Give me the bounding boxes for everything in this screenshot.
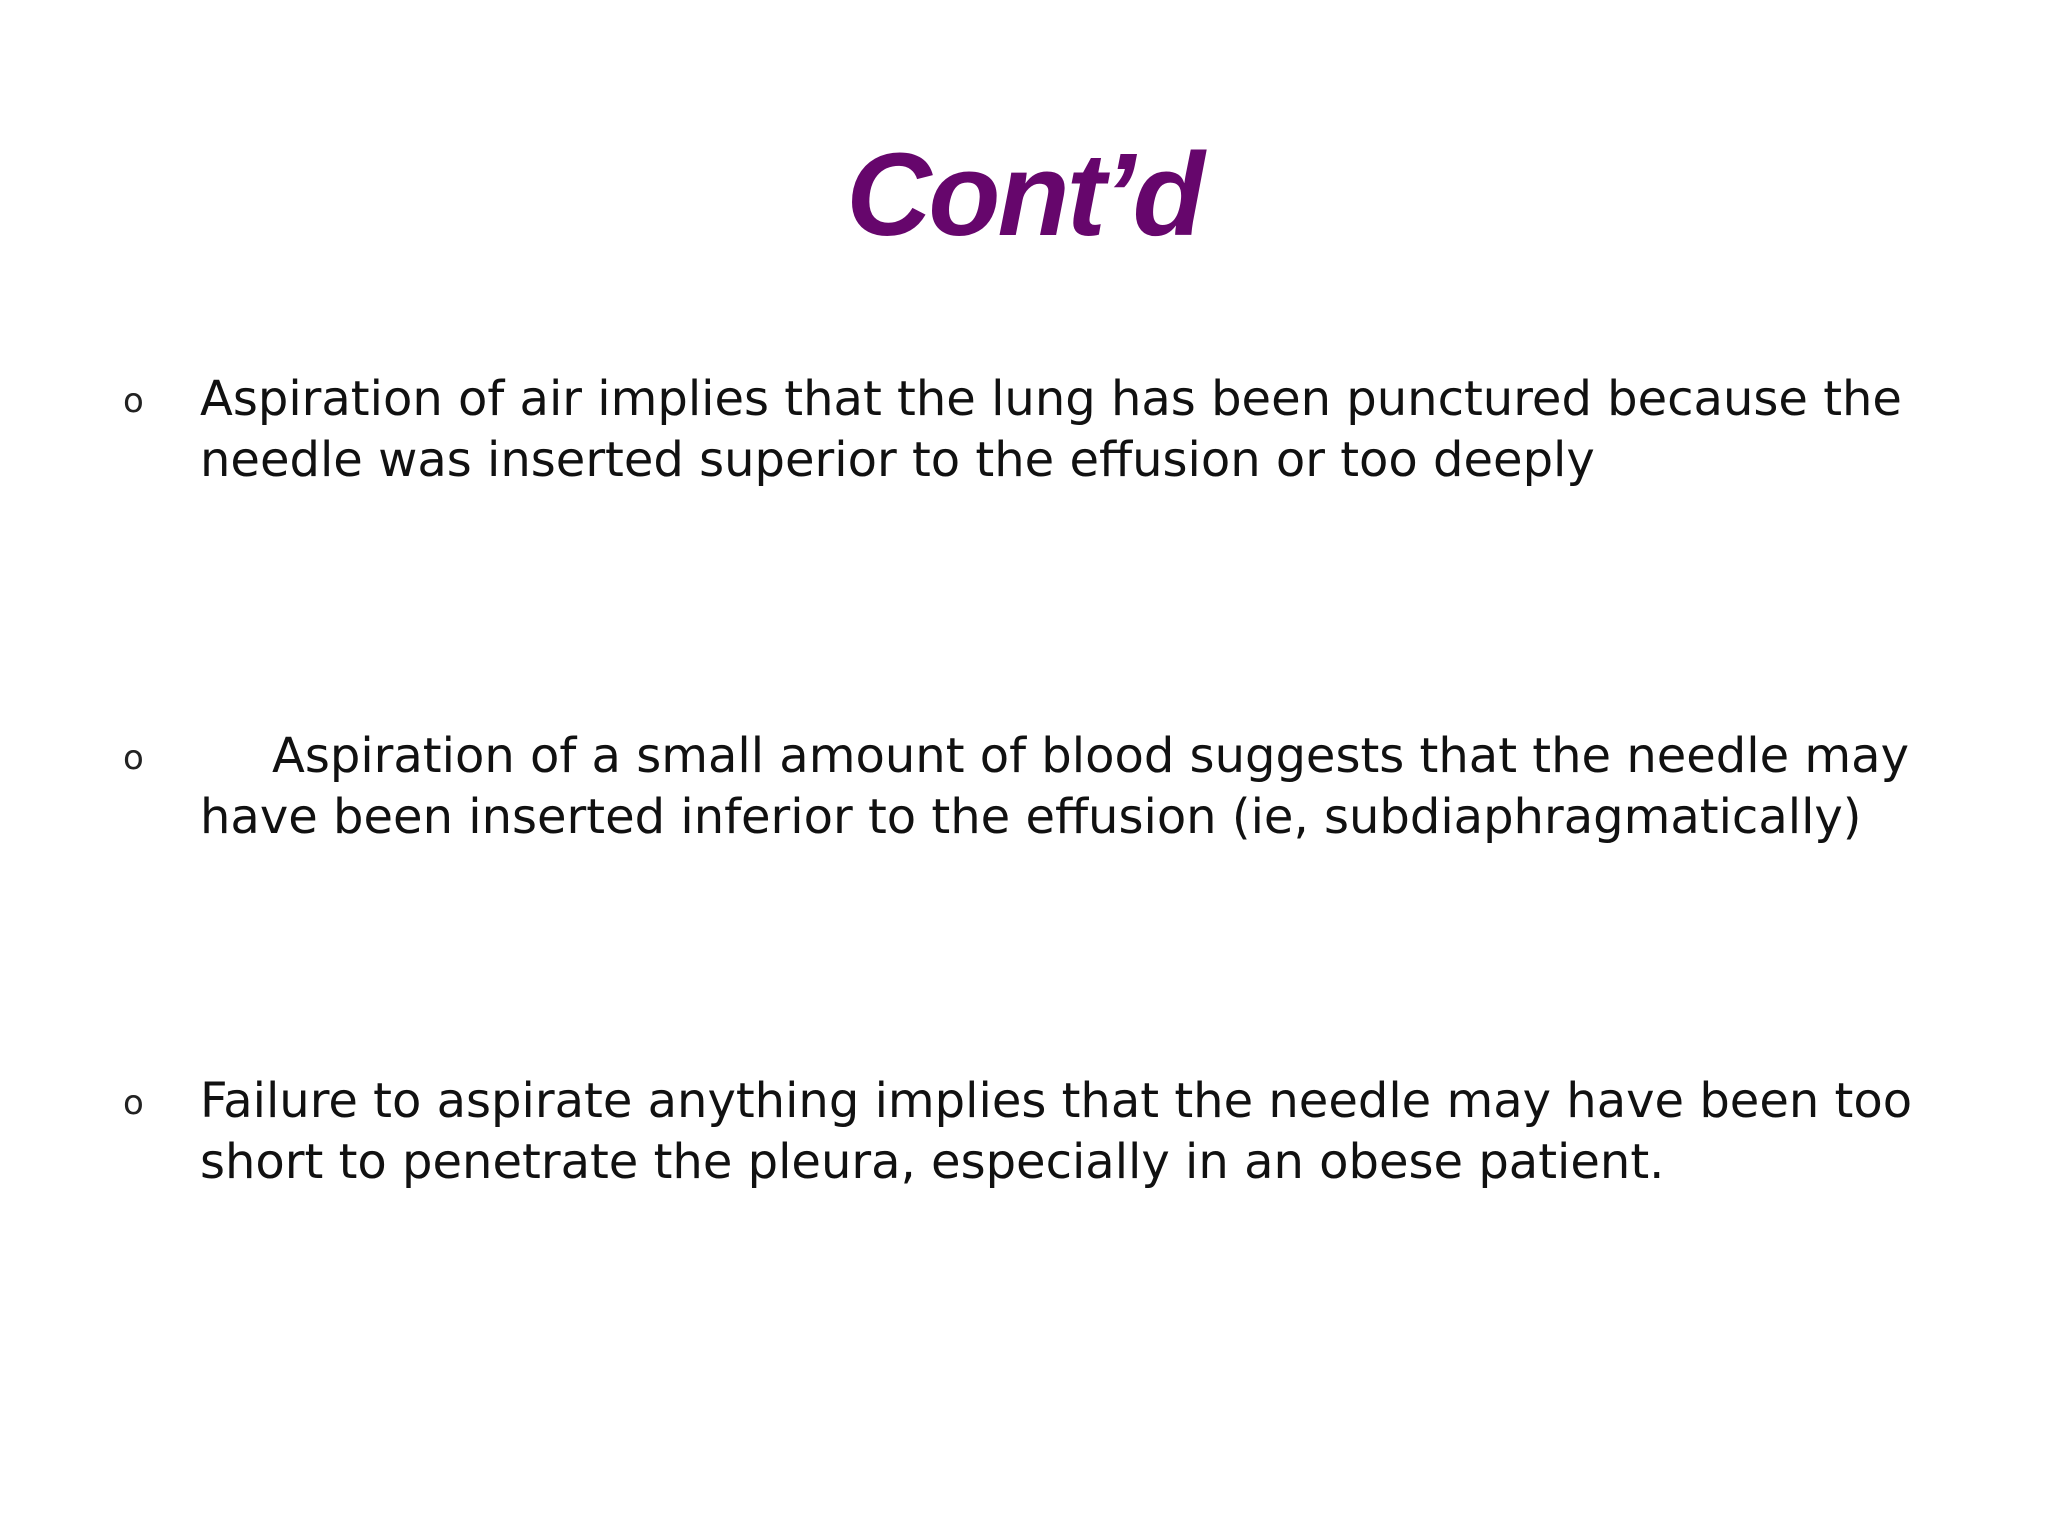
bullet-marker-icon: o (123, 738, 144, 778)
bullet-marker-icon: o (123, 1083, 144, 1123)
slide-title: Cont’d (846, 129, 1202, 261)
bullet-text: Aspiration of a small amount of blood suggests that the needle may have been inserted inferior to the effusion (ie, subdiaphragmatically) (200, 728, 1909, 845)
bullet-text: Failure to aspirate anything implies that the needle may have been too short to penetrate the pleura, especially in an obese patient. (200, 1073, 1913, 1190)
bullet-marker-icon: o (123, 381, 144, 421)
bullet-text: Aspiration of air implies that the lung has been punctured because the needle was inserted superior to the effusion or too deeply (200, 371, 1902, 488)
